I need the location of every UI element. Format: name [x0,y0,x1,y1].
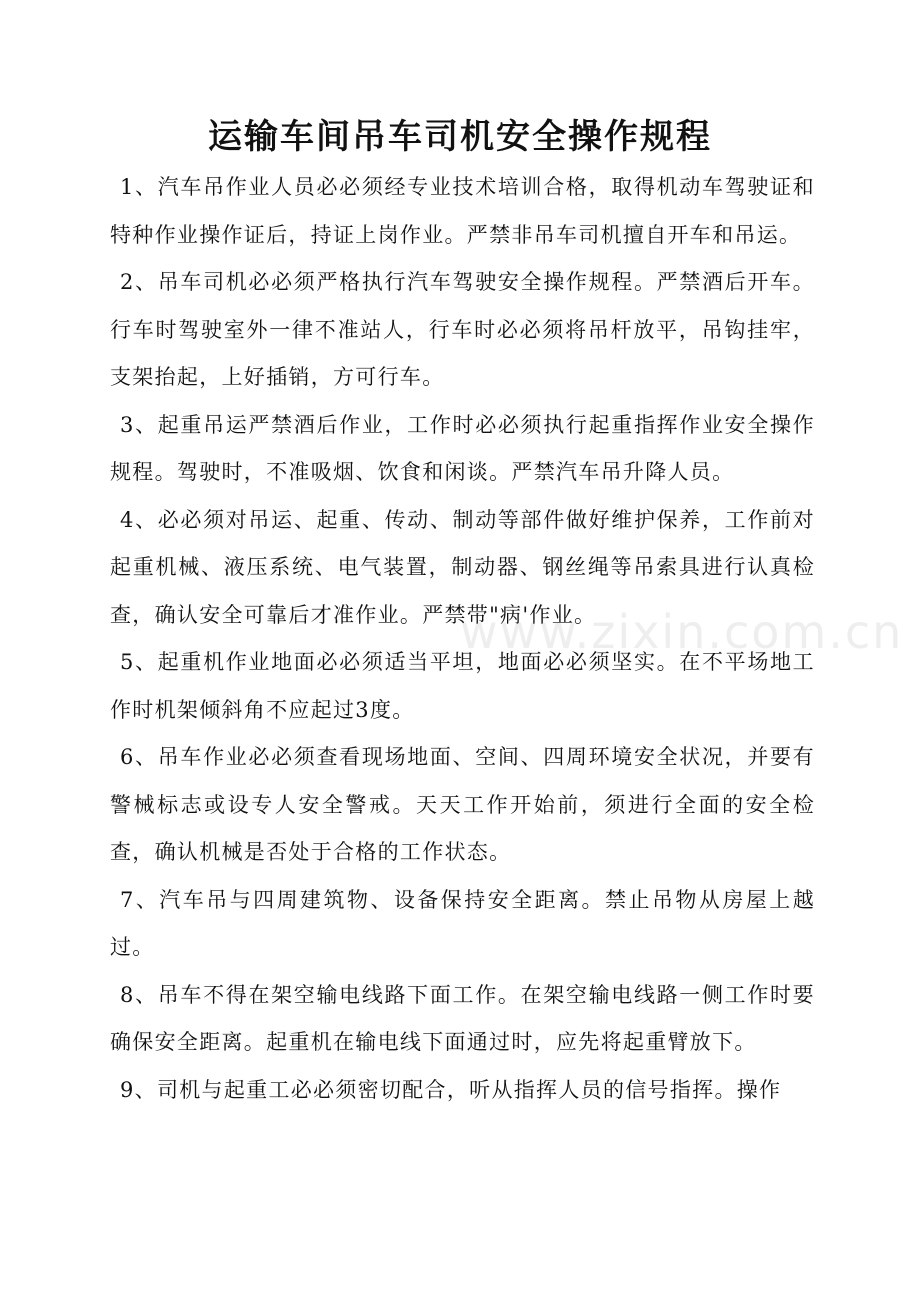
paragraph-3: 3、起重吊运严禁酒后作业，工作时必必须执行起重指挥作业安全操作规程。驾驶时，不准吸烟、饮食和闲谈。严禁汽车吊升降人员。 [110,412,815,484]
watermark: www.zixin.com.cn [460,605,904,659]
paragraph-8: 8、吊车不得在架空输电线路下面工作。在架空输电线路一侧工作时要确保安全距离。起重机在输电线下面通过时，应先将起重臂放下。 [110,982,815,1054]
paragraph-7: 7、汽车吊与四周建筑物、设备保持安全距离。禁止吊物从房屋上越过。 [110,887,815,959]
paragraph-4: 4、必必须对吊运、起重、传动、制动等部件做好维护保养，工作前对起重机械、液压系统、电气装置，制动器、钢丝绳等吊索具进行认真检查，确认安全可靠后才准作业。严禁带"病'作业。 [110,507,815,627]
paragraph-1: 1、汽车吊作业人员必必须经专业技术培训合格，取得机动车驾驶证和特种作业操作证后，持证上岗作业。严禁非吊车司机擅自开车和吊运。 [110,175,815,247]
paragraph-9: 9、司机与起重工必必须密切配合，听从指挥人员的信号指挥。操作 [120,1077,782,1102]
paragraph-2: 2、吊车司机必必须严格执行汽车驾驶安全操作规程。严禁酒后开车。行车时驾驶室外一律不准站人，行车时必必须将吊杆放平，吊钩挂牢，支架抬起，上好插销，方可行车。 [110,270,815,389]
paragraph-6: 6、吊车作业必必须查看现场地面、空间、四周环境安全状况，并要有警械标志或设专人安全警戒。天天工作开始前，须进行全面的安全检查，确认机械是否处于合格的工作状态。 [110,745,815,864]
paragraph-5: 5、起重机作业地面必必须适当平坦，地面必必须坚实。在不平场地工作时机架倾斜角不应起过3度。 [110,650,815,722]
document-title: 运输车间吊车司机安全操作规程 [208,117,712,157]
document-body [110,164,815,1114]
